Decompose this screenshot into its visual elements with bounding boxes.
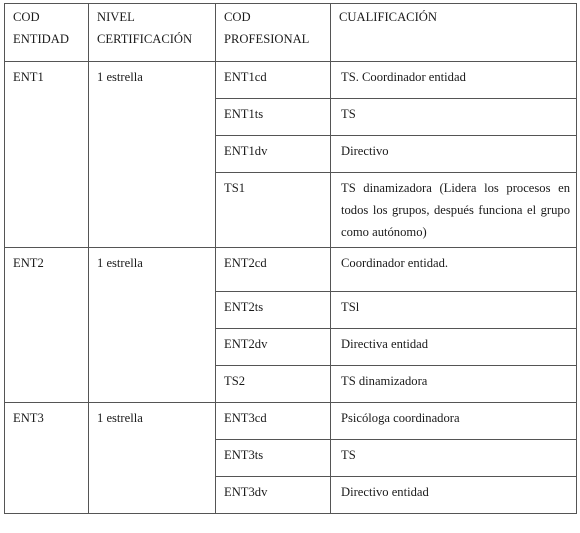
entidad-cell: ENT3: [5, 403, 89, 514]
header-nivel-certificacion: [89, 4, 216, 62]
header-cod-profesional-line2: PROFESIONAL: [224, 32, 310, 46]
entidad-cell: ENT1: [5, 62, 89, 248]
entidad-cell: ENT2: [5, 248, 89, 403]
header-cod-entidad-line2: ENTIDAD: [13, 32, 69, 46]
cod-profesional-cell: ENT1dv: [216, 136, 331, 173]
cualificacion-cell: Directivo: [331, 136, 577, 173]
table-header: [5, 4, 577, 62]
cod-profesional-cell: TS2: [216, 366, 331, 403]
cod-profesional-cell: ENT3dv: [216, 477, 331, 514]
header-nivel-line2: CERTIFICACIÓN: [97, 32, 193, 46]
header-row: [5, 4, 577, 62]
table-row: [5, 62, 577, 99]
cualificacion-cell: TS dinamizadora: [331, 366, 577, 403]
header-nivel-line1: NIVEL: [97, 10, 135, 24]
cod-profesional-cell: ENT1ts: [216, 99, 331, 136]
header-cod-entidad-line1: COD: [13, 10, 40, 24]
cod-profesional-cell: ENT2ts: [216, 292, 331, 329]
header-cod-entidad: [5, 4, 89, 62]
cualificacion-cell: TS: [331, 440, 577, 477]
qualification-table: [4, 3, 577, 514]
cualificacion-cell: Directivo entidad: [331, 477, 577, 514]
nivel-cell: 1 estrella: [89, 248, 216, 403]
header-cod-profesional: [216, 4, 331, 62]
cualificacion-cell: TSl: [331, 292, 577, 329]
cod-profesional-cell: ENT3ts: [216, 440, 331, 477]
nivel-cell: 1 estrella: [89, 403, 216, 514]
table-row: [5, 403, 577, 440]
cualificacion-cell: TS dinamizadora (Lidera los procesos en todos los grupos, después funciona el grupo como autónomo): [331, 173, 577, 248]
cualificacion-cell: Coordinador entidad.: [331, 248, 577, 292]
cod-profesional-cell: ENT2dv: [216, 329, 331, 366]
cod-profesional-cell: ENT1cd: [216, 62, 331, 99]
cod-profesional-cell: TS1: [216, 173, 331, 248]
qualification-table-container: [4, 3, 576, 514]
cod-profesional-cell: ENT2cd: [216, 248, 331, 292]
cualificacion-cell: TS. Coordinador entidad: [331, 62, 577, 99]
nivel-cell: 1 estrella: [89, 62, 216, 248]
cualificacion-cell: Directiva entidad: [331, 329, 577, 366]
header-cualificacion: CUALIFICACIÓN: [331, 4, 577, 62]
table-row: [5, 248, 577, 292]
table-body: [5, 62, 577, 514]
cod-profesional-cell: ENT3cd: [216, 403, 331, 440]
cualificacion-cell: TS: [331, 99, 577, 136]
header-cod-profesional-line1: COD: [224, 10, 251, 24]
cualificacion-cell: Psicóloga coordinadora: [331, 403, 577, 440]
